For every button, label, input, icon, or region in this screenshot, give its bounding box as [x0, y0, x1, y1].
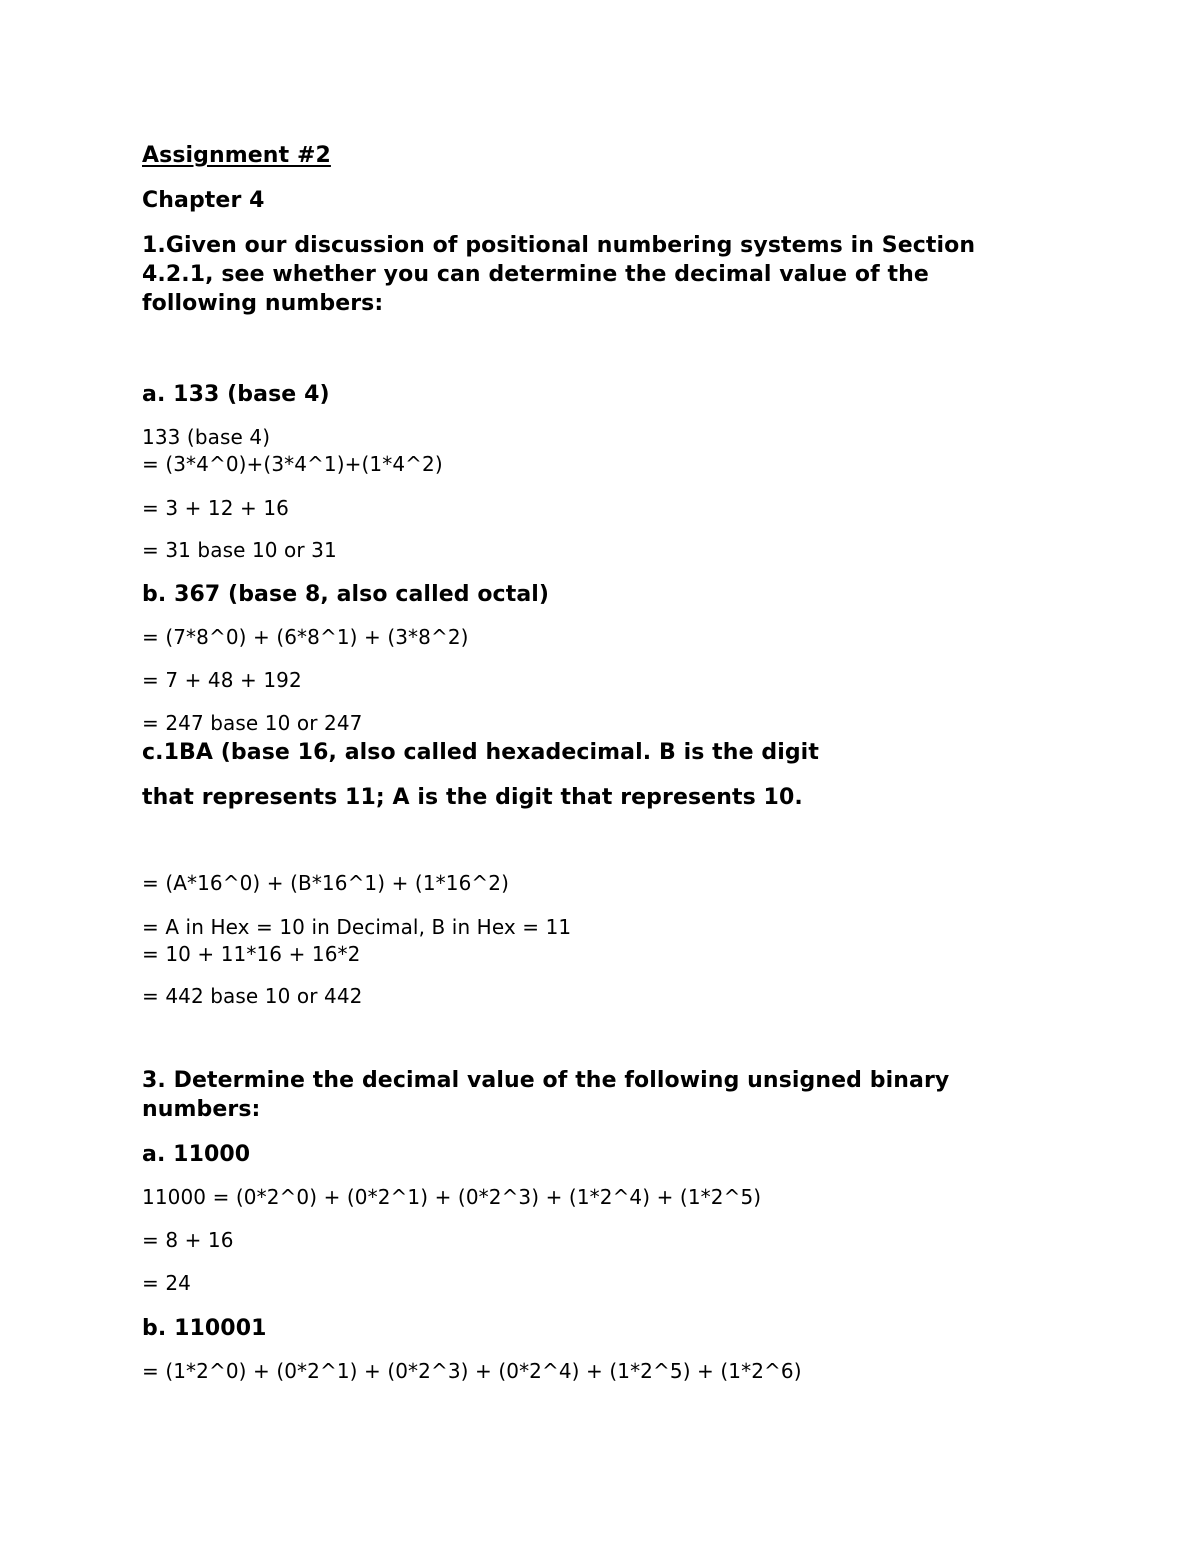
q1-prompt-line-2: 4.2.1, see whether you can determine the decimal value of the — [142, 262, 929, 287]
q3b-heading: b. 110001 — [142, 1316, 267, 1341]
q1c-heading-line-2: that represents 11; A is the digit that represents 10. — [142, 785, 803, 810]
q3b-line-1: = (1*2^0) + (0*2^1) + (0*2^3) + (0*2^4) + (1*2^5) + (1*2^6) — [142, 1359, 802, 1383]
q1c-heading-line-1: c.1BA (base 16, also called hexadecimal. B is the digit — [142, 740, 819, 765]
q1b-line-2: = 7 + 48 + 192 — [142, 668, 302, 692]
q1a-heading: a. 133 (base 4) — [142, 382, 330, 407]
q1b-heading: b. 367 (base 8, also called octal) — [142, 582, 550, 607]
q1b-line-3: = 247 base 10 or 247 — [142, 711, 363, 735]
q1c-line-3: = 10 + 11*16 + 16*2 — [142, 942, 361, 966]
chapter-heading: Chapter 4 — [142, 188, 265, 213]
q1c-line-4: = 442 base 10 or 442 — [142, 984, 363, 1008]
q3-prompt-line-1: 3. Determine the decimal value of the following unsigned binary — [142, 1068, 950, 1093]
q3a-line-2: = 8 + 16 — [142, 1228, 234, 1252]
q3a-line-1: 11000 = (0*2^0) + (0*2^1) + (0*2^3) + (1*2^4) + (1*2^5) — [142, 1185, 762, 1209]
q1-prompt-line-1: 1.Given our discussion of positional numbering systems in Section — [142, 233, 976, 258]
q3-prompt-line-2: numbers: — [142, 1097, 261, 1122]
q1a-line-1: 133 (base 4) — [142, 425, 271, 449]
q3a-heading: a. 11000 — [142, 1142, 251, 1167]
q1a-line-4: = 31 base 10 or 31 — [142, 538, 337, 562]
q3a-line-3: = 24 — [142, 1271, 191, 1295]
q1c-line-2: = A in Hex = 10 in Decimal, B in Hex = 11 — [142, 915, 572, 939]
q1-prompt-line-3: following numbers: — [142, 291, 384, 316]
assignment-title: Assignment #2 — [142, 143, 331, 168]
q1b-line-1: = (7*8^0) + (6*8^1) + (3*8^2) — [142, 625, 469, 649]
q1a-line-2: = (3*4^0)+(3*4^1)+(1*4^2) — [142, 452, 443, 476]
q1c-line-1: = (A*16^0) + (B*16^1) + (1*16^2) — [142, 871, 509, 895]
q1a-line-3: = 3 + 12 + 16 — [142, 496, 289, 520]
